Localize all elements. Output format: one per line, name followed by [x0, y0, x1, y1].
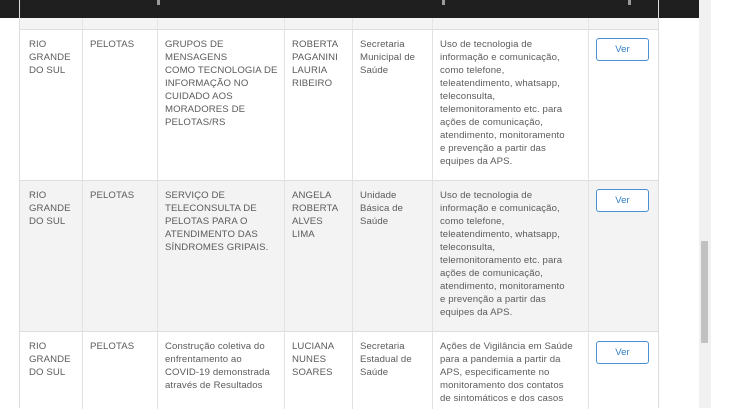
right-margin	[711, 0, 731, 408]
table-row	[20, 180, 658, 332]
scrollbar-track[interactable]	[699, 0, 711, 408]
institution-cell: Secretaria Estadual de Saúde	[352, 332, 432, 409]
title-cell: SERVIÇO DE TELECONSULTA DE PELOTAS PARA O ATENDIMENTO DAS SÍNDROMES GRIPAIS.	[157, 181, 284, 332]
state-cell: RIO GRANDE DO SUL	[29, 341, 71, 378]
city-cell: PELOTAS	[82, 332, 157, 409]
state-cell: RIO GRANDE DO SUL	[29, 190, 71, 227]
institution-cell: Unidade Básica de Saúde	[352, 181, 432, 332]
action-cell	[588, 30, 658, 181]
previous-row-remainder	[20, 18, 658, 29]
table-row	[20, 29, 658, 181]
title-cell: GRUPOS DE MENSAGENS COMO TECNOLOGIA DE INFORMAÇÃO NO CUIDADO AOS MORADORES DE PELOTAS/RS	[157, 30, 284, 181]
theme-cell: Uso de tecnologia de informação e comunicação, como telefone, teleatendimento, whatsapp, teleconsulta, telemonitoramento etc. para ações de comunicação, atendimento, monitoramento e prevenção a partir das equipes da APS.	[432, 181, 588, 332]
author-cell: ROBERTA PAGANINI LAURIA RIBEIRO	[284, 30, 352, 181]
theme-cell: Uso de tecnologia de informação e comunicação, como telefone, teleatendimento, whatsapp, teleconsulta, telemonitoramento etc. para ações de comunicação, atendimento, monitoramento e prevenção a partir das equipes da APS.	[432, 30, 588, 181]
action-cell	[588, 181, 658, 332]
city-cell: PELOTAS	[82, 181, 157, 332]
title-cell: Construção coletiva do enfrentamento ao COVID-19 demonstrada através de Resultados	[157, 332, 284, 409]
author-cell: ANGELA ROBERTA ALVES LIMA	[284, 181, 352, 332]
table-row	[20, 331, 658, 409]
view-button[interactable]: Ver	[596, 38, 649, 61]
city-cell: PELOTAS	[82, 30, 157, 181]
scrollbar-thumb[interactable]	[701, 241, 708, 343]
author-cell: LUCIANA NUNES SOARES	[284, 332, 352, 409]
state-cell: RIO GRANDE DO SUL	[29, 39, 71, 76]
action-cell	[588, 332, 658, 409]
view-button[interactable]: Ver	[596, 189, 649, 212]
results-table	[19, 0, 659, 408]
theme-cell: Ações de Vigilância em Saúde para a pandemia a partir da APS, especificamente no monitoramento dos contatos de sintomáticos e dos casos	[432, 332, 588, 409]
view-button[interactable]: Ver	[596, 341, 649, 364]
institution-cell: Secretaria Municipal de Saúde	[352, 30, 432, 181]
